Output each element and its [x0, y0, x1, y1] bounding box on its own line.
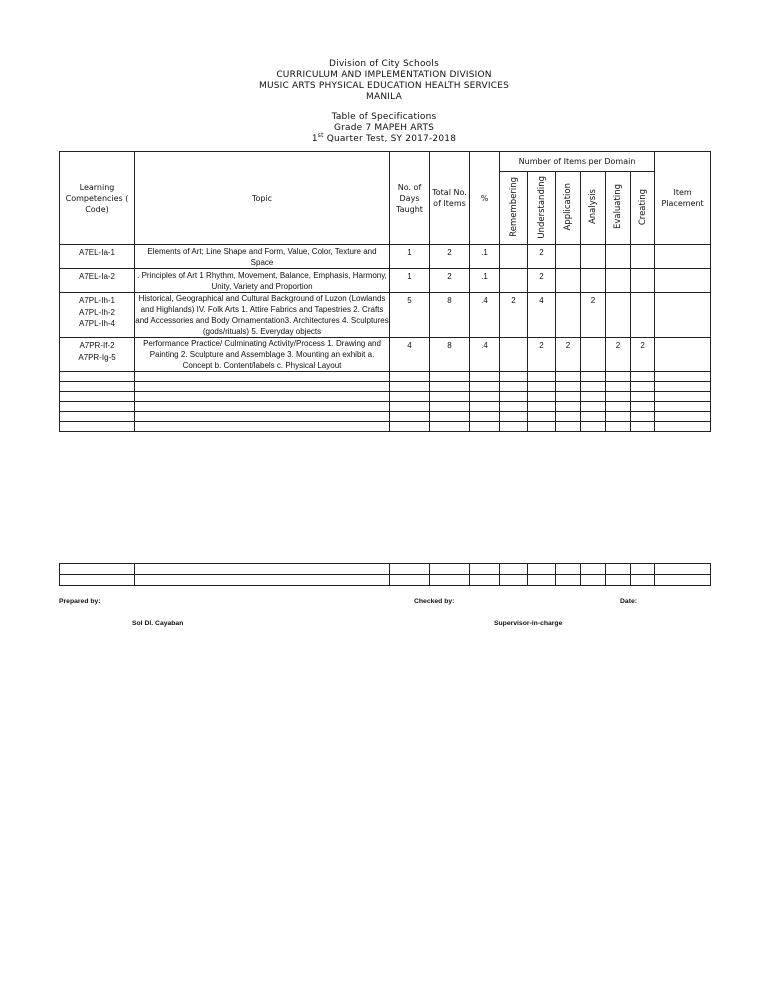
topic-cell: . Principles of Art 1 Rhythm, Movement, Balance, Emphasis, Harmony, Unity, Variety and Proportion — [135, 269, 390, 293]
total-cell: 8 — [430, 293, 470, 338]
percent-cell: .1 — [470, 245, 500, 269]
table-row-empty — [60, 382, 711, 392]
preparer-name: Sol Dl. Cayaban — [132, 620, 184, 627]
table-row-empty — [60, 412, 711, 422]
document-header — [0, 59, 768, 145]
analysis-cell: 2 — [581, 293, 606, 338]
topic-cell: Elements of Art; Line Shape and Form, Value, Color, Texture and Space — [135, 245, 390, 269]
table-row — [60, 338, 711, 372]
days-cell: 1 — [390, 245, 430, 269]
quarter-title: 1st Quarter Test, SY 2017-2018 — [311, 132, 457, 144]
creating-cell: 2 — [631, 338, 655, 372]
table-row-empty — [60, 392, 711, 402]
analysis-cell — [581, 245, 606, 269]
competency-code: A7PR-If-2 A7PR-Ig-5 — [60, 338, 135, 372]
header-total-items: Total No. of Items — [430, 152, 470, 245]
application-cell — [556, 293, 581, 338]
understanding-cell: 2 — [528, 245, 556, 269]
creating-cell — [631, 269, 655, 293]
competency-code: A7EL-Ia-1 — [60, 245, 135, 269]
creating-cell — [631, 293, 655, 338]
header-domain-analysis: Analysis — [581, 172, 606, 245]
header-days: No. of Days Taught — [390, 152, 430, 245]
header-domain-group: Number of Items per Domain — [500, 152, 655, 172]
creating-cell — [631, 245, 655, 269]
checked-by-label: Checked by: — [414, 598, 455, 605]
totals-table — [59, 563, 711, 586]
total-cell: 2 — [430, 245, 470, 269]
header-item-placement: Item Placement — [655, 152, 711, 245]
city-title: MANILA — [366, 92, 402, 102]
competency-code: A7PL-Ih-1 A7PL-Ih-2 A7PL-Ih-4 — [60, 293, 135, 338]
total-cell: 8 — [430, 338, 470, 372]
remembering-cell — [500, 245, 528, 269]
understanding-cell: 4 — [528, 293, 556, 338]
evaluating-cell — [606, 269, 631, 293]
table-row-empty — [60, 402, 711, 412]
table-row-empty — [60, 422, 711, 432]
table-row — [60, 245, 711, 269]
topic-cell: Performance Practice/ Culminating Activity/Process 1. Drawing and Painting 2. Sculpture and Assemblage 3. Mounting an exhibit a. Concept b. Content/labels c. Physical Layout — [135, 338, 390, 372]
date-label: Date: — [620, 598, 637, 605]
placement-cell — [655, 245, 711, 269]
header-percent: % — [470, 152, 500, 245]
header-domain-creating: Creating — [631, 172, 655, 245]
total-cell: 2 — [430, 269, 470, 293]
checker-title: Supervisor-in-charge — [494, 620, 563, 627]
tos-title: Table of Specifications — [331, 112, 437, 122]
table-row — [60, 293, 711, 338]
application-cell — [556, 245, 581, 269]
evaluating-cell: 2 — [606, 338, 631, 372]
percent-cell: .4 — [470, 338, 500, 372]
totals-row — [60, 575, 711, 586]
mapeh-services-title: MUSIC ARTS PHYSICAL EDUCATION HEALTH SERVICES — [258, 81, 509, 91]
header-topic: Topic — [135, 152, 390, 245]
days-cell: 4 — [390, 338, 430, 372]
analysis-cell — [581, 338, 606, 372]
header-domain-understanding: Understanding — [528, 172, 556, 245]
header-domain-application: Application — [556, 172, 581, 245]
percent-cell: .1 — [470, 269, 500, 293]
prepared-by-label: Prepared by: — [59, 598, 101, 605]
understanding-cell: 2 — [528, 338, 556, 372]
topic-cell: Historical, Geographical and Cultural Background of Luzon (Lowlands and Highlands) IV. Folk Arts 1. Attire Fabrics and Tapestries 2. Crafts and Accessories and Body Ornamentation3. Architectures 4. Sculptures (gods/rituals) 5. Everyday objects — [135, 294, 389, 336]
table-row — [60, 269, 711, 293]
grade-subject-title: Grade 7 MAPEH ARTS — [333, 123, 435, 133]
competency-code: A7EL-Ia-2 — [60, 269, 135, 293]
remembering-cell — [500, 269, 528, 293]
days-cell: 1 — [390, 269, 430, 293]
specifications-table — [59, 151, 711, 432]
totals-row — [60, 564, 711, 575]
placement-cell — [655, 338, 711, 372]
division-title: Division of City Schools — [329, 59, 439, 69]
header-competencies: Learning Competencies ( Code) — [60, 152, 135, 245]
understanding-cell: 2 — [528, 269, 556, 293]
application-cell — [556, 269, 581, 293]
remembering-cell — [500, 338, 528, 372]
table-row-empty — [60, 372, 711, 382]
header-domain-remembering: Remembering — [500, 172, 528, 245]
evaluating-cell — [606, 245, 631, 269]
remembering-cell: 2 — [500, 293, 528, 338]
evaluating-cell — [606, 293, 631, 338]
cid-title: CURRICULUM AND IMPLEMENTATION DIVISION — [276, 70, 492, 80]
placement-cell — [655, 293, 711, 338]
application-cell: 2 — [556, 338, 581, 372]
days-cell: 5 — [390, 293, 430, 338]
placement-cell — [655, 269, 711, 293]
analysis-cell — [581, 269, 606, 293]
header-domain-evaluating: Evaluating — [606, 172, 631, 245]
percent-cell: .4 — [470, 293, 500, 338]
